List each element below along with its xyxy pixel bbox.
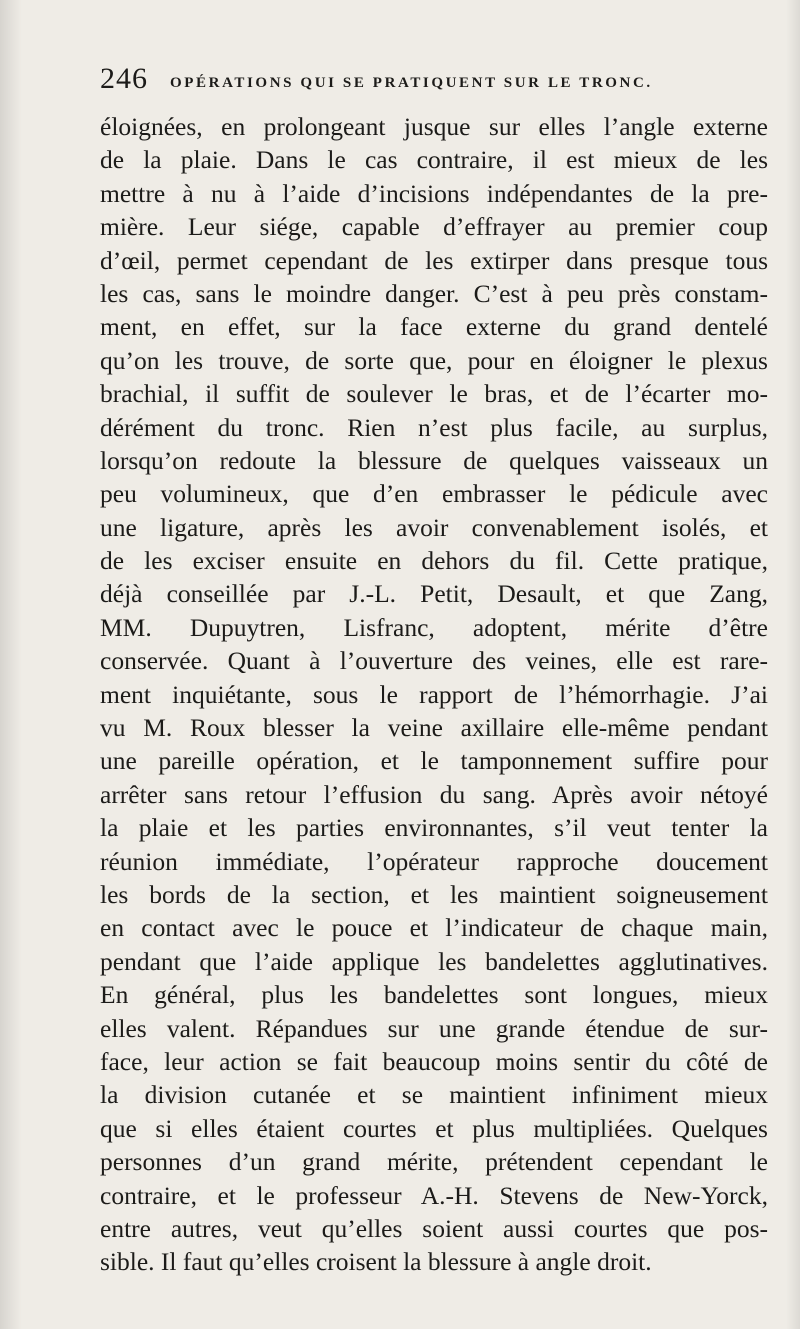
text-line: d’œil, permet cependant de les extirper dans presque tous	[100, 245, 768, 275]
page-binding-shadow	[0, 0, 22, 1329]
text-line: elles valent. Répandues sur une grande étendue de sur-	[100, 1013, 768, 1043]
text-line: réunion immédiate, l’opérateur rapproche doucement	[100, 846, 768, 876]
page-edge-shadow	[786, 0, 800, 1329]
text-line: entre autres, veut qu’elles soient aussi courtes que pos-	[100, 1213, 768, 1243]
text-line: de la plaie. Dans le cas contraire, il est mieux de les	[100, 145, 768, 175]
text-line: contraire, et le professeur A.-H. Stevens de New-Yorck,	[100, 1180, 768, 1210]
text-line: une pareille opération, et le tamponnement suffire pour	[100, 746, 768, 776]
body-text	[100, 110, 768, 1279]
text-line: vu M. Roux blesser la veine axillaire elle-même pendant	[100, 713, 768, 743]
text-line: peu volumineux, que d’en embrasser le pédicule avec	[100, 479, 768, 509]
text-line: qu’on les trouve, de sorte que, pour en éloigner le plexus	[100, 345, 768, 375]
text-line: ment, en effet, sur la face externe du grand dentelé	[100, 312, 768, 342]
text-line: une ligature, après les avoir convenablement isolés, et	[100, 512, 768, 542]
text-line: la division cutanée et se maintient infiniment mieux	[100, 1080, 768, 1110]
text-line: que si elles étaient courtes et plus multipliées. Quelques	[100, 1113, 768, 1143]
text-line: En général, plus les bandelettes sont longues, mieux	[100, 980, 768, 1010]
text-line: mettre à nu à l’aide d’incisions indépendantes de la pre-	[100, 178, 768, 208]
text-line: dérément du tronc. Rien n’est plus facile, au surplus,	[100, 412, 768, 442]
text-line: brachial, il suffit de soulever le bras, et de l’écarter mo-	[100, 379, 768, 409]
running-head: OPÉRATIONS QUI SE PRATIQUENT SUR LE TRONC.	[170, 75, 653, 91]
text-line: pendant que l’aide applique les bandelettes agglutinatives.	[100, 946, 768, 976]
page-header	[100, 62, 740, 106]
text-line: mière. Leur siége, capable d’effrayer au premier coup	[100, 212, 768, 242]
page-number: 246	[100, 62, 148, 95]
text-line: ment inquiétante, sous le rapport de l’hémorrhagie. J’ai	[100, 679, 768, 709]
text-line: MM. Dupuytren, Lisfranc, adoptent, mérite d’être	[100, 612, 768, 642]
text-line: les bords de la section, et les maintient soigneusement	[100, 879, 768, 909]
text-line: arrêter sans retour l’effusion du sang. Après avoir nétoyé	[100, 779, 768, 809]
text-line: face, leur action se fait beaucoup moins sentir du côté de	[100, 1046, 769, 1076]
text-line: sible. Il faut qu’elles croisent la blessure à angle droit.	[100, 1247, 652, 1277]
text-line: la plaie et les parties environnantes, s’il veut tenter la	[100, 813, 768, 843]
text-line: les cas, sans le moindre danger. C’est à peu près constam-	[100, 278, 768, 308]
text-line: conservée. Quant à l’ouverture des veines, elle est rare-	[100, 646, 769, 676]
text-line: lorsqu’on redoute la blessure de quelques vaisseaux un	[100, 445, 768, 475]
text-line: de les exciser ensuite en dehors du fil. Cette pratique,	[100, 546, 768, 576]
text-line: déjà conseillée par J.-L. Petit, Desault, et que Zang,	[100, 579, 768, 609]
text-line: en contact avec le pouce et l’indicateur de chaque main,	[100, 913, 768, 943]
text-line: personnes d’un grand mérite, prétendent cependant le	[100, 1147, 768, 1177]
text-line: éloignées, en prolongeant jusque sur elles l’angle externe	[100, 112, 768, 141]
